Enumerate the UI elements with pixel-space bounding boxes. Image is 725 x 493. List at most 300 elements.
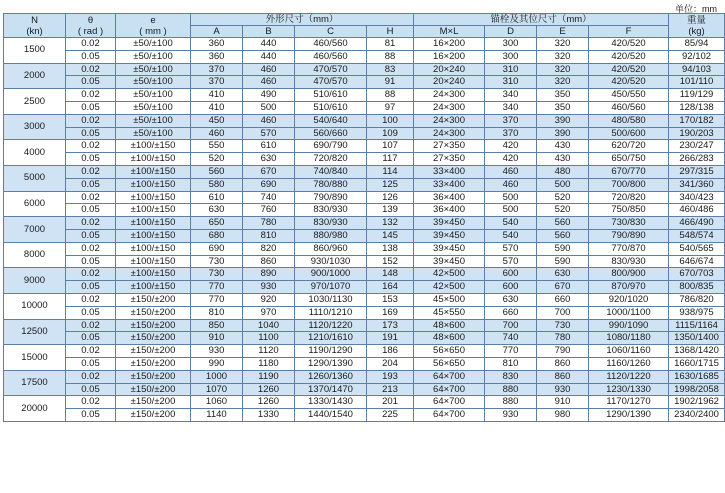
table-row [4, 153, 725, 166]
table-cell: 0.02 [66, 114, 116, 127]
table-cell: 0.05 [66, 332, 116, 345]
table-cell: ±50/±100 [116, 38, 191, 51]
table-row [4, 332, 725, 345]
table-cell: 266/283 [669, 153, 725, 166]
table-cell: 370 [191, 76, 243, 89]
table-cell: 85/94 [669, 38, 725, 51]
table-cell: 340 [485, 101, 537, 114]
table-cell: 750/850 [589, 204, 669, 217]
table-cell: 770 [485, 345, 537, 358]
table-cell: 20×240 [414, 63, 485, 76]
table-cell: 126 [367, 191, 414, 204]
table-cell: 420/520 [589, 63, 669, 76]
table-cell: 420 [485, 153, 537, 166]
table-cell: 153 [367, 293, 414, 306]
table-row [4, 319, 725, 332]
table-row [4, 345, 725, 358]
table-cell: 870/970 [589, 281, 669, 294]
table-cell: 1120/1220 [589, 370, 669, 383]
table-cell: 1070 [191, 383, 243, 396]
table-cell: 0.05 [66, 383, 116, 396]
table-cell: 0.05 [66, 50, 116, 63]
table-row [4, 268, 725, 281]
table-cell: 500 [537, 178, 589, 191]
table-cell: 1290/1390 [295, 357, 367, 370]
table-cell: 860 [537, 357, 589, 370]
table-cell: 430 [537, 140, 589, 153]
header-anchor-dimensions: 锚栓及其位尺寸（mm） [414, 14, 669, 26]
table-cell: 0.02 [66, 140, 116, 153]
table-cell: 860 [537, 370, 589, 383]
table-cell: 370 [485, 114, 537, 127]
header-col-a: A [191, 26, 243, 38]
table-cell: 340/423 [669, 191, 725, 204]
table-row [4, 217, 725, 230]
table-cell: 16×200 [414, 38, 485, 51]
table-cell: 460 [485, 165, 537, 178]
table-cell: 320 [537, 50, 589, 63]
table-cell: 460/560 [295, 38, 367, 51]
table-cell: 0.02 [66, 165, 116, 178]
table-cell: 1100 [243, 332, 295, 345]
table-cell: ±150/±200 [116, 319, 191, 332]
table-cell: 125 [367, 178, 414, 191]
table-cell: 480/580 [589, 114, 669, 127]
table-cell: 680 [191, 229, 243, 242]
table-cell: 1080/1180 [589, 332, 669, 345]
table-cell: 548/574 [669, 229, 725, 242]
table-cell: 64×700 [414, 383, 485, 396]
table-cell: 820 [243, 242, 295, 255]
header-col-h: H [367, 26, 414, 38]
table-row [4, 281, 725, 294]
load-capacity-cell: 1500 [4, 38, 66, 64]
table-cell: 780 [243, 217, 295, 230]
table-cell: 630 [537, 268, 589, 281]
table-cell: 540 [485, 217, 537, 230]
table-cell: 114 [367, 165, 414, 178]
table-cell: 1115/1164 [669, 319, 725, 332]
table-cell: 300 [485, 38, 537, 51]
load-capacity-cell: 15000 [4, 345, 66, 371]
table-cell: 48×600 [414, 319, 485, 332]
table-cell: 1190 [243, 370, 295, 383]
table-cell: 39×450 [414, 242, 485, 255]
table-cell: 0.05 [66, 306, 116, 319]
table-cell: 1330 [243, 409, 295, 422]
table-cell: 810 [191, 306, 243, 319]
table-cell: 830 [485, 370, 537, 383]
table-cell: 132 [367, 217, 414, 230]
table-cell: 0.02 [66, 396, 116, 409]
table-cell: 1120 [243, 345, 295, 358]
table-cell: 790/890 [589, 229, 669, 242]
table-cell: ±100/±150 [116, 191, 191, 204]
table-cell: 720/820 [589, 191, 669, 204]
table-cell: 92/102 [669, 50, 725, 63]
table-row [4, 89, 725, 102]
table-row [4, 178, 725, 191]
table-row [4, 396, 725, 409]
table-cell: 970/1070 [295, 281, 367, 294]
table-cell: 770/870 [589, 242, 669, 255]
table-cell: 700 [485, 319, 537, 332]
table-cell: 690/790 [295, 140, 367, 153]
table-row [4, 114, 725, 127]
table-cell: 880 [485, 396, 537, 409]
table-cell: ±100/±150 [116, 153, 191, 166]
table-cell: 152 [367, 255, 414, 268]
table-cell: 164 [367, 281, 414, 294]
table-cell: 660 [537, 293, 589, 306]
table-cell: 420/520 [589, 76, 669, 89]
table-cell: 0.02 [66, 370, 116, 383]
table-cell: 920/1020 [589, 293, 669, 306]
table-cell: 0.05 [66, 204, 116, 217]
table-cell: 800/900 [589, 268, 669, 281]
table-cell: 660 [485, 306, 537, 319]
table-cell: 1190/1290 [295, 345, 367, 358]
table-cell: ±100/±150 [116, 229, 191, 242]
table-cell: 1120/1220 [295, 319, 367, 332]
table-cell: 610 [243, 140, 295, 153]
table-cell: 1060/1160 [589, 345, 669, 358]
table-cell: 790/890 [295, 191, 367, 204]
table-cell: 500/600 [589, 127, 669, 140]
table-cell: 0.05 [66, 281, 116, 294]
table-cell: ±50/±100 [116, 63, 191, 76]
table-cell: 990/1090 [589, 319, 669, 332]
table-cell: ±150/±200 [116, 396, 191, 409]
table-cell: 0.02 [66, 63, 116, 76]
table-cell: 920 [243, 293, 295, 306]
table-cell: 1660/1715 [669, 357, 725, 370]
table-cell: 27×350 [414, 153, 485, 166]
table-cell: 830/930 [295, 217, 367, 230]
table-cell: 1060 [191, 396, 243, 409]
table-cell: 1000 [191, 370, 243, 383]
table-cell: 204 [367, 357, 414, 370]
table-cell: ±100/±150 [116, 255, 191, 268]
table-cell: 230/247 [669, 140, 725, 153]
table-cell: 320 [537, 63, 589, 76]
table-row [4, 370, 725, 383]
table-cell: 740 [243, 191, 295, 204]
table-cell: 0.05 [66, 357, 116, 370]
table-cell: 520 [537, 204, 589, 217]
table-cell: 460 [243, 114, 295, 127]
table-cell: 500 [485, 204, 537, 217]
table-cell: ±50/±100 [116, 50, 191, 63]
table-cell: 1140 [191, 409, 243, 422]
table-cell: ±100/±150 [116, 204, 191, 217]
table-cell: 580 [191, 178, 243, 191]
table-cell: 138 [367, 242, 414, 255]
header-col-d: D [485, 26, 537, 38]
table-cell: 830/930 [589, 255, 669, 268]
table-cell: 670 [537, 281, 589, 294]
table-cell: 790 [537, 345, 589, 358]
table-cell: ±150/±200 [116, 383, 191, 396]
table-cell: ±150/±200 [116, 370, 191, 383]
table-cell: 466/490 [669, 217, 725, 230]
table-cell: 390 [537, 127, 589, 140]
table-cell: 0.02 [66, 217, 116, 230]
table-cell: ±100/±150 [116, 178, 191, 191]
table-cell: 48×600 [414, 332, 485, 345]
table-cell: ±100/±150 [116, 268, 191, 281]
table-cell: ±100/±150 [116, 281, 191, 294]
table-cell: 630 [191, 204, 243, 217]
table-cell: 213 [367, 383, 414, 396]
table-cell: 460 [243, 63, 295, 76]
table-cell: 170/182 [669, 114, 725, 127]
table-cell: ±150/±200 [116, 293, 191, 306]
table-cell: 930 [537, 383, 589, 396]
table-cell: 0.05 [66, 409, 116, 422]
table-cell: 350 [537, 101, 589, 114]
table-cell: 24×300 [414, 89, 485, 102]
table-cell: 83 [367, 63, 414, 76]
table-cell: 190/203 [669, 127, 725, 140]
header-weight: 重量 (kg) [669, 14, 725, 38]
table-cell: 650/750 [589, 153, 669, 166]
table-cell: ±100/±150 [116, 165, 191, 178]
table-row [4, 204, 725, 217]
table-cell: 39×450 [414, 229, 485, 242]
table-cell: 39×450 [414, 255, 485, 268]
table-cell: 560 [537, 229, 589, 242]
table-cell: 0.02 [66, 242, 116, 255]
table-cell: 1210/1610 [295, 332, 367, 345]
table-cell: 36×400 [414, 204, 485, 217]
table-cell: 100 [367, 114, 414, 127]
header-col-e: E [537, 26, 589, 38]
table-cell: 56×650 [414, 357, 485, 370]
table-cell: 690 [243, 178, 295, 191]
table-row [4, 50, 725, 63]
table-cell: 24×300 [414, 114, 485, 127]
table-cell: 420/520 [589, 38, 669, 51]
table-cell: 450/550 [589, 89, 669, 102]
table-cell: 340 [485, 89, 537, 102]
table-cell: 630 [243, 153, 295, 166]
table-cell: 730/830 [589, 217, 669, 230]
table-cell: ±50/±100 [116, 89, 191, 102]
table-cell: 81 [367, 38, 414, 51]
table-cell: 730 [191, 255, 243, 268]
table-cell: 128/138 [669, 101, 725, 114]
table-cell: 590 [537, 255, 589, 268]
table-cell: 690 [191, 242, 243, 255]
table-cell: 646/674 [669, 255, 725, 268]
table-cell: 0.02 [66, 268, 116, 281]
table-cell: 560 [537, 217, 589, 230]
table-cell: ±150/±200 [116, 409, 191, 422]
table-cell: 410 [191, 101, 243, 114]
header-e: e ( mm ) [116, 14, 191, 38]
table-cell: 560 [191, 165, 243, 178]
table-cell: 490 [243, 89, 295, 102]
table-row [4, 127, 725, 140]
table-cell: 610 [191, 191, 243, 204]
table-cell: 88 [367, 50, 414, 63]
table-cell: 33×400 [414, 178, 485, 191]
table-cell: 310 [485, 63, 537, 76]
table-cell: 550 [191, 140, 243, 153]
table-cell: 16×200 [414, 50, 485, 63]
table-cell: 201 [367, 396, 414, 409]
table-cell: 320 [537, 38, 589, 51]
table-cell: 42×500 [414, 268, 485, 281]
table-cell: 101/110 [669, 76, 725, 89]
table-cell: 109 [367, 127, 414, 140]
table-cell: 139 [367, 204, 414, 217]
table-cell: 64×700 [414, 396, 485, 409]
table-cell: 650 [191, 217, 243, 230]
table-cell: 600 [485, 268, 537, 281]
table-cell: 1180 [243, 357, 295, 370]
table-cell: 0.05 [66, 127, 116, 140]
load-capacity-cell: 20000 [4, 396, 66, 422]
table-cell: 630 [485, 293, 537, 306]
header-theta: θ ( rad ) [66, 14, 116, 38]
table-cell: 570 [485, 255, 537, 268]
table-cell: 310 [485, 76, 537, 89]
table-cell: ±150/±200 [116, 332, 191, 345]
load-capacity-cell: 10000 [4, 293, 66, 319]
table-cell: 990 [191, 357, 243, 370]
table-cell: 410 [191, 89, 243, 102]
table-row [4, 242, 725, 255]
table-cell: 930/1030 [295, 255, 367, 268]
table-cell: 880/980 [295, 229, 367, 242]
table-cell: 148 [367, 268, 414, 281]
table-cell: 700 [537, 306, 589, 319]
table-cell: 1260 [243, 396, 295, 409]
table-cell: 480 [537, 165, 589, 178]
table-row [4, 306, 725, 319]
table-cell: 860/960 [295, 242, 367, 255]
table-cell: 938/975 [669, 306, 725, 319]
table-cell: ±100/±150 [116, 140, 191, 153]
header-col-b: B [243, 26, 295, 38]
load-capacity-cell: 8000 [4, 242, 66, 268]
table-cell: 341/360 [669, 178, 725, 191]
table-cell: 45×500 [414, 293, 485, 306]
table-cell: 0.02 [66, 191, 116, 204]
table-cell: 193 [367, 370, 414, 383]
header-col-ml: M×L [414, 26, 485, 38]
table-cell: 33×400 [414, 165, 485, 178]
table-cell: 880 [485, 383, 537, 396]
table-cell: 117 [367, 153, 414, 166]
table-cell: 730 [191, 268, 243, 281]
load-capacity-cell: 7000 [4, 217, 66, 243]
table-cell: 510/610 [295, 101, 367, 114]
table-cell: 1902/1962 [669, 396, 725, 409]
table-cell: 350 [537, 89, 589, 102]
unit-label: 单位：mm [675, 4, 717, 14]
table-cell: 39×450 [414, 217, 485, 230]
table-cell: 0.05 [66, 153, 116, 166]
table-cell: 88 [367, 89, 414, 102]
load-capacity-cell: 9000 [4, 268, 66, 294]
table-cell: 440 [243, 50, 295, 63]
spec-table [3, 13, 725, 422]
table-cell: 560/660 [295, 127, 367, 140]
table-cell: 730 [537, 319, 589, 332]
table-cell: 720/820 [295, 153, 367, 166]
table-cell: 1368/1420 [669, 345, 725, 358]
table-row [4, 76, 725, 89]
table-row [4, 229, 725, 242]
table-cell: 225 [367, 409, 414, 422]
table-cell: 780/880 [295, 178, 367, 191]
table-cell: 24×300 [414, 127, 485, 140]
table-cell: 590 [537, 242, 589, 255]
table-cell: 119/129 [669, 89, 725, 102]
table-cell: 786/820 [669, 293, 725, 306]
table-cell: 94/103 [669, 63, 725, 76]
table-cell: 300 [485, 50, 537, 63]
table-cell: 1330/1430 [295, 396, 367, 409]
table-cell: 810 [243, 229, 295, 242]
table-cell: 64×700 [414, 370, 485, 383]
table-cell: 24×300 [414, 101, 485, 114]
table-cell: 780 [537, 332, 589, 345]
table-cell: 470/570 [295, 76, 367, 89]
table-cell: 770 [191, 293, 243, 306]
table-cell: 1170/1270 [589, 396, 669, 409]
table-cell: 1260 [243, 383, 295, 396]
table-row [4, 383, 725, 396]
table-cell: 20×240 [414, 76, 485, 89]
header-n: N (kn) [4, 14, 66, 38]
table-cell: 0.05 [66, 255, 116, 268]
load-capacity-cell: 5000 [4, 165, 66, 191]
table-cell: 620/720 [589, 140, 669, 153]
table-cell: 930 [191, 345, 243, 358]
table-cell: 0.02 [66, 345, 116, 358]
table-cell: ±50/±100 [116, 76, 191, 89]
table-cell: 370 [191, 63, 243, 76]
table-cell: 2340/2400 [669, 409, 725, 422]
header-col-c: C [295, 26, 367, 38]
table-cell: 460 [191, 127, 243, 140]
table-row [4, 101, 725, 114]
table-cell: 460/486 [669, 204, 725, 217]
load-capacity-cell: 4000 [4, 140, 66, 166]
table-cell: 980 [537, 409, 589, 422]
table-cell: ±50/±100 [116, 101, 191, 114]
table-cell: 930 [485, 409, 537, 422]
table-cell: 173 [367, 319, 414, 332]
table-cell: 107 [367, 140, 414, 153]
table-cell: 810 [485, 357, 537, 370]
table-cell: 910 [537, 396, 589, 409]
load-capacity-cell: 2500 [4, 89, 66, 115]
load-capacity-cell: 3000 [4, 114, 66, 140]
table-cell: 740/840 [295, 165, 367, 178]
load-capacity-cell: 6000 [4, 191, 66, 217]
table-cell: 670 [243, 165, 295, 178]
table-cell: 540/565 [669, 242, 725, 255]
table-cell: 0.02 [66, 89, 116, 102]
table-cell: 1000/1100 [589, 306, 669, 319]
table-cell: 64×700 [414, 409, 485, 422]
table-cell: 1370/1470 [295, 383, 367, 396]
